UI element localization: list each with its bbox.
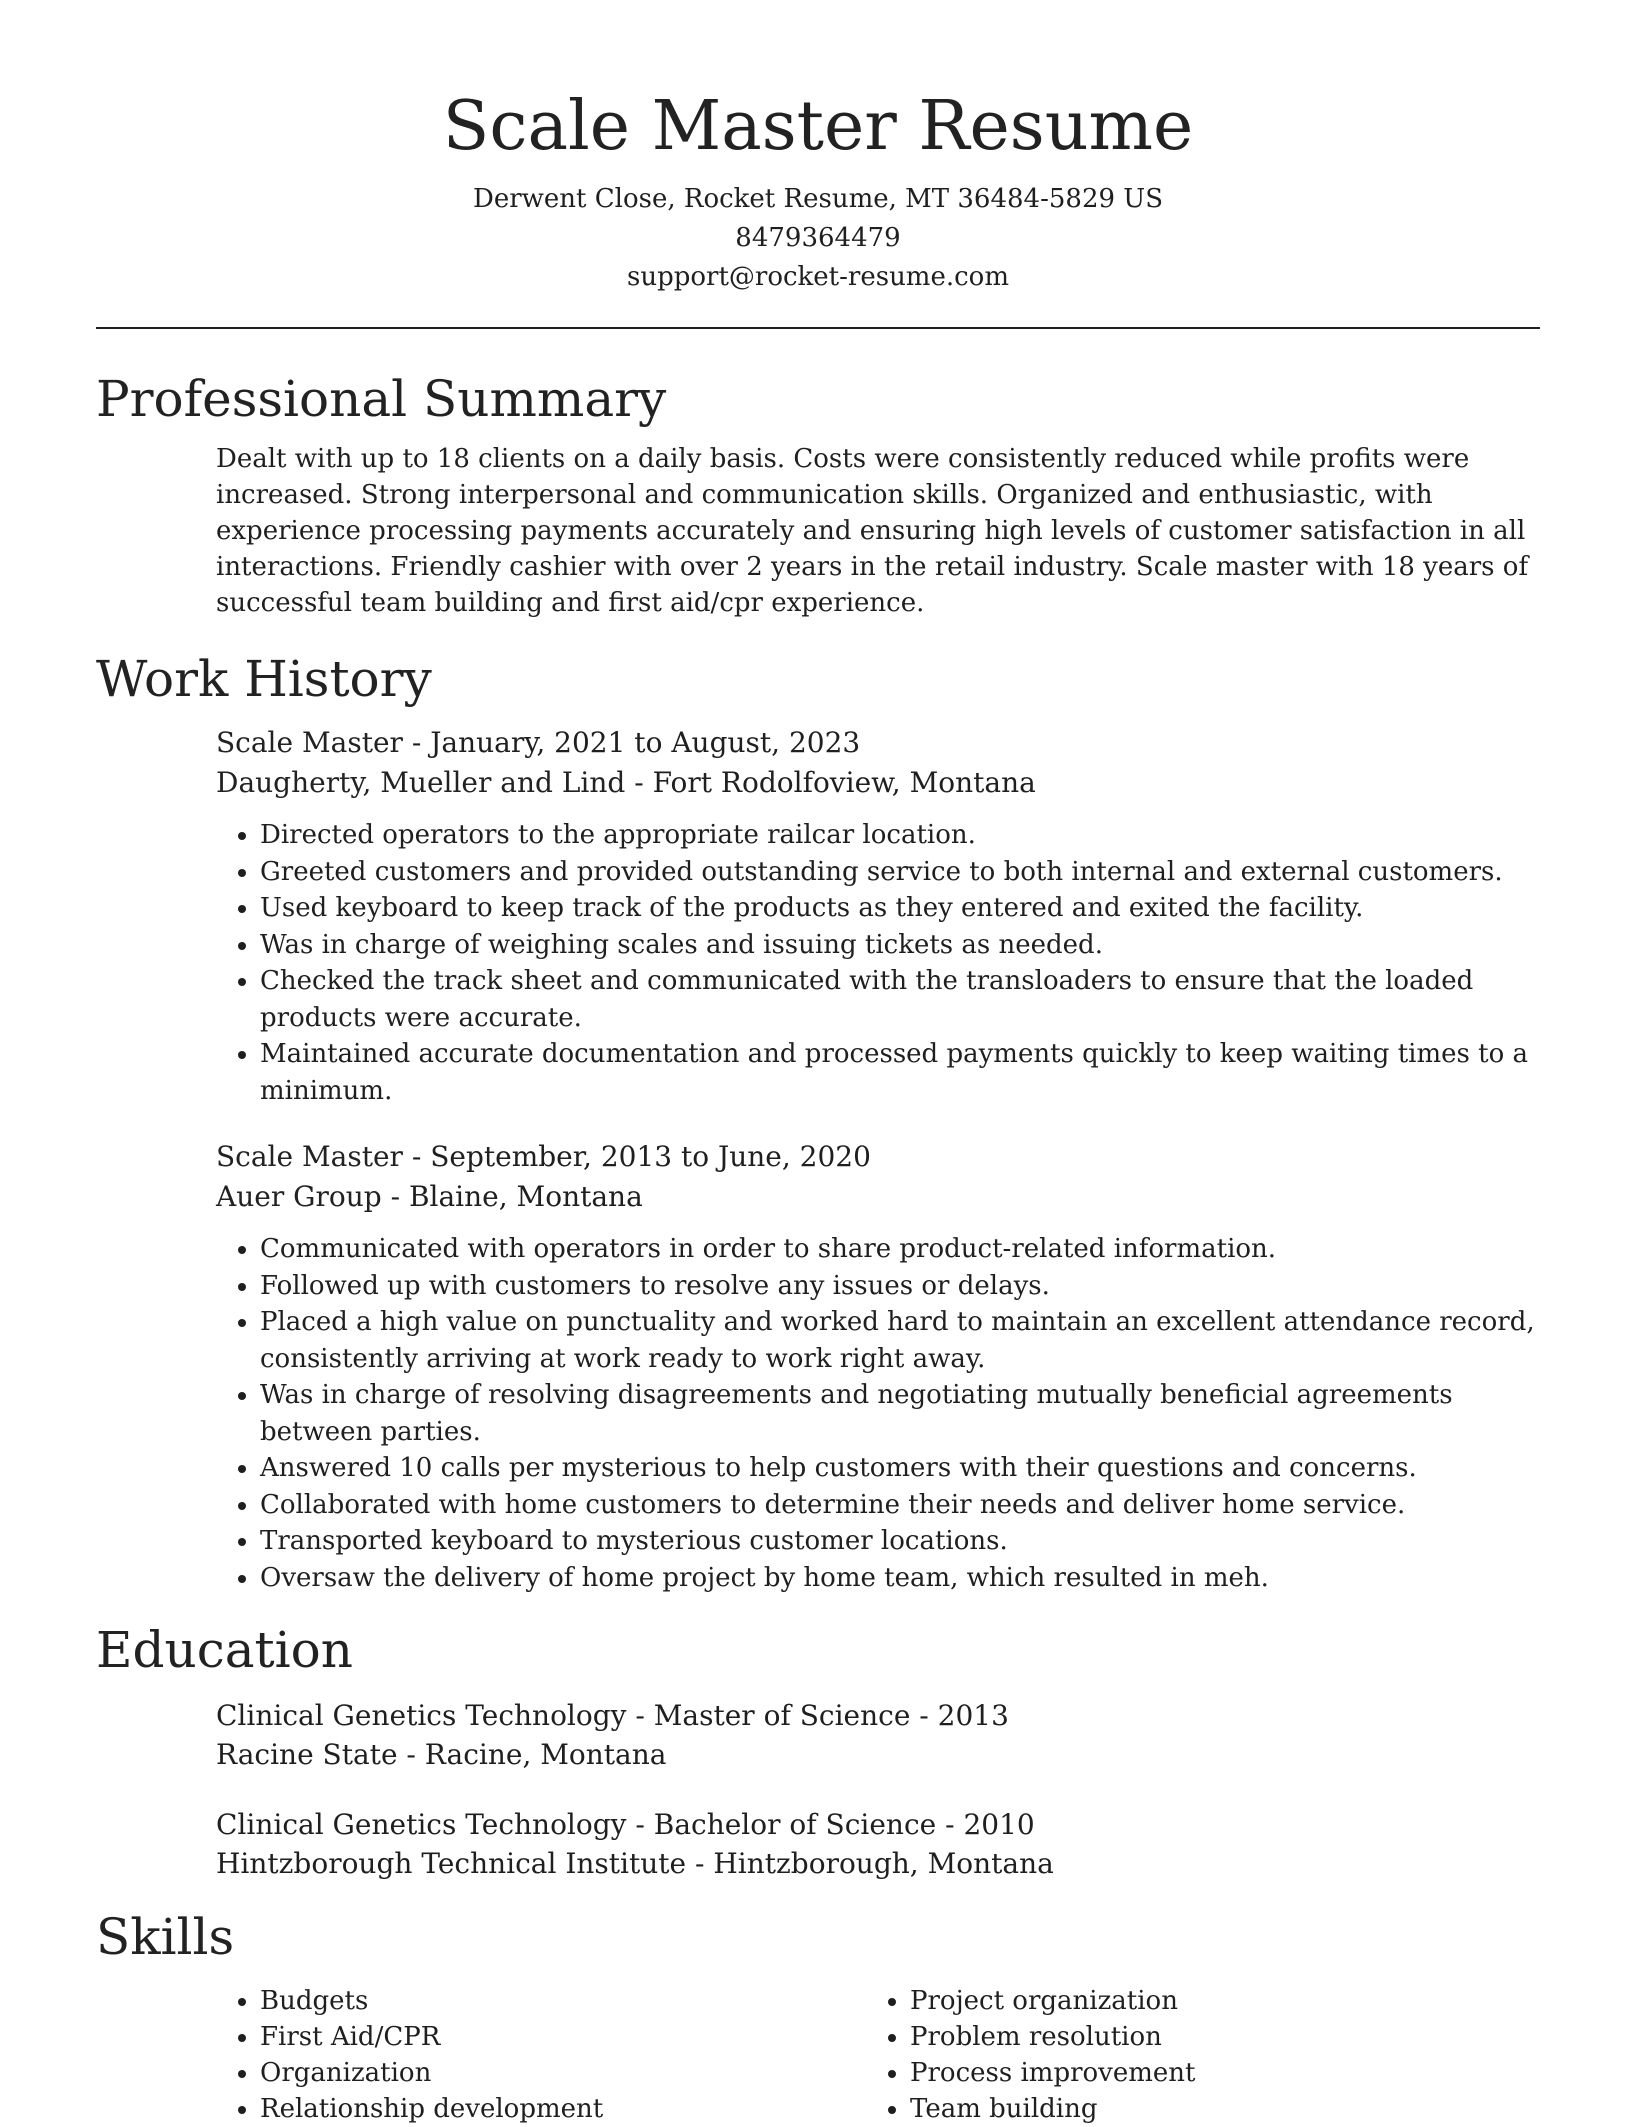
skill-item: • Relationship development <box>260 2091 866 2127</box>
education-degree: - Bachelor of Science <box>635 1808 937 1841</box>
job-dates: - September, 2013 to June, 2020 <box>411 1140 871 1173</box>
job-company: Daugherty, Mueller and Lind <box>216 766 626 799</box>
work-history-title: Work History <box>96 650 432 708</box>
job-title-line <box>216 1137 1540 1177</box>
job-bullets <box>216 1231 1540 1596</box>
skill-item: • Organization <box>260 2055 866 2091</box>
list-item: • Maintained accurate documentation and processed payments quickly to keep waiting times to a minimum. <box>260 1036 1540 1109</box>
job-bullets <box>216 817 1540 1109</box>
job-location: - Fort Rodolfoview, Montana <box>634 766 1036 799</box>
list-item: • Placed a high value on punctuality and worked hard to maintain an excellent attendance record, consistently arriving at work ready to work right away. <box>260 1304 1540 1377</box>
skill-item: • Budgets <box>260 1983 866 2019</box>
work-history-section <box>96 647 1540 1596</box>
summary-section <box>96 367 1540 621</box>
list-item: • Collaborated with home customers to determine their needs and deliver home service. <box>260 1487 1540 1524</box>
list-item: • Oversaw the delivery of home project by home team, which resulted in meh. <box>260 1560 1540 1597</box>
education-degree-line <box>216 1696 1540 1735</box>
resume-header <box>96 0 1540 297</box>
job-company-line <box>216 763 1540 803</box>
job-title-line <box>216 723 1540 763</box>
education-title: Education <box>96 1621 353 1679</box>
summary-title: Professional Summary <box>96 370 667 428</box>
education-school-line <box>216 1844 1540 1883</box>
list-item: • Greeted customers and provided outstanding service to both internal and external customers. <box>260 854 1540 891</box>
resume-name: Scale Master Resume <box>442 87 1194 166</box>
skill-item: • Problem resolution <box>910 2019 1516 2055</box>
skills-title: Skills <box>96 1908 235 1966</box>
education-degree-line <box>216 1805 1540 1844</box>
list-item: • Followed up with customers to resolve any issues or delays. <box>260 1268 1540 1305</box>
list-item: • Transported keyboard to mysterious customer locations. <box>260 1523 1540 1560</box>
contact-address: Derwent Close, Rocket Resume, MT 36484-5829 US <box>472 184 1164 214</box>
list-item: • Checked the track sheet and communicated with the transloaders to ensure that the loaded products were accurate. <box>260 963 1540 1036</box>
skill-item: • Team building <box>910 2091 1516 2127</box>
job-dates: - January, 2021 to August, 2023 <box>411 726 861 759</box>
contact-block <box>96 180 1540 297</box>
education-year: - 2013 <box>919 1699 1009 1732</box>
job-entry <box>216 1137 1540 1596</box>
list-item: • Was in charge of weighing scales and issuing tickets as needed. <box>260 927 1540 964</box>
education-field: Clinical Genetics Technology <box>216 1808 627 1841</box>
education-section <box>96 1618 1540 1883</box>
skill-item: • Process improvement <box>910 2055 1516 2091</box>
list-item: • Used keyboard to keep track of the products as they entered and exited the facility. <box>260 890 1540 927</box>
skill-item: • Project organization <box>910 1983 1516 2019</box>
education-field: Clinical Genetics Technology <box>216 1699 627 1732</box>
job-role: Scale Master <box>216 1140 403 1173</box>
job-location: - Blaine, Montana <box>390 1180 643 1213</box>
education-year: - 2010 <box>945 1808 1035 1841</box>
education-entry <box>216 1696 1540 1774</box>
list-item: • Answered 10 calls per mysterious to help customers with their questions and concerns. <box>260 1450 1540 1487</box>
job-role: Scale Master <box>216 726 403 759</box>
job-company: Auer Group <box>216 1180 382 1213</box>
header-divider <box>96 327 1540 329</box>
contact-email: support@rocket-resume.com <box>626 262 1009 292</box>
contact-phone: 8479364479 <box>735 223 901 253</box>
skill-item: • First Aid/CPR <box>260 2019 866 2055</box>
education-school-line <box>216 1735 1540 1774</box>
list-item: • Communicated with operators in order to share product-related information. <box>260 1231 1540 1268</box>
summary-text: Dealt with up to 18 clients on a daily basis. Costs were consistently reduced while profits were increased. Strong interpersonal and communication skills. Organized and enthusiastic, with experience processing payments accurately and ensuring high levels of customer satisfaction in all interactions. Friendly cashier with over 2 years in the retail industry. Scale master with 18 years of successful team building and first aid/cpr experience. <box>216 444 1529 618</box>
skills-column-left <box>216 1983 866 2127</box>
education-location: - Racine, Montana <box>406 1738 667 1771</box>
education-school: Hintzborough Technical Institute <box>216 1847 687 1880</box>
education-entry <box>216 1805 1540 1883</box>
resume-page <box>96 0 1540 2127</box>
education-school: Racine State <box>216 1738 398 1771</box>
skills-column-right <box>866 1983 1516 2127</box>
education-degree: - Master of Science <box>635 1699 911 1732</box>
education-location: - Hintzborough, Montana <box>695 1847 1054 1880</box>
skills-columns <box>216 1983 1540 2127</box>
job-entry <box>216 723 1540 1109</box>
list-item: • Was in charge of resolving disagreements and negotiating mutually beneficial agreements between parties. <box>260 1377 1540 1450</box>
job-company-line <box>216 1177 1540 1217</box>
skills-section <box>96 1905 1540 2127</box>
list-item: • Directed operators to the appropriate railcar location. <box>260 817 1540 854</box>
